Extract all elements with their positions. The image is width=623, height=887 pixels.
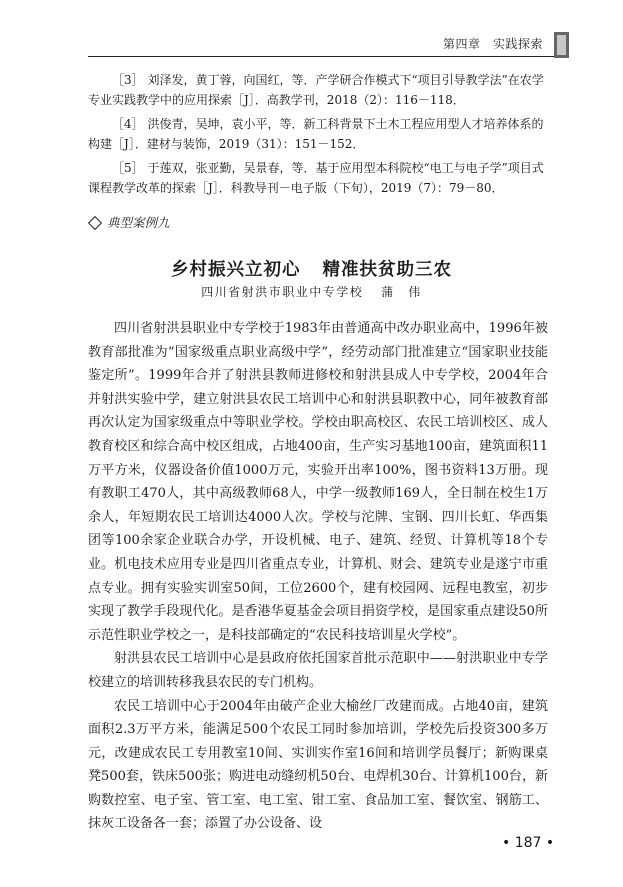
diamond-icon [88, 216, 102, 230]
article-title [0, 256, 623, 281]
reference-item-5: ［5］ 于莲双，张亚勤，吴景春，等．基于应用型本科院校“电工与电子学”项目式课程教学改革的探索［J］．科教导刊－电子版（下旬），2019（7）：79－80． [88, 161, 544, 195]
page-number: • 187 • [502, 835, 555, 851]
paragraph: 四川省射洪县职业中专学校于1983年由普通高中改办职业高中，1996年被教育部批准为“国家级重点职业高级中学”，经劳动部门批准建立“国家职业技能鉴定所”。1999年合并了射洪县教师进修校和射洪县成人中专学校，2004年合并射洪实验中学，建立射洪县农民工培训中心和射洪县职教中心，同年被教育部再次认定为国家级重点中等职业学校。学校由职高校区、农民工培训校区、成人教育校区和综合高中校区组成，占地400亩，生产实习基地100亩，建筑面积11万平方米，仪器设备价值1000万元，实验开出率100%，图书资料13万册。现有教职工470人，其中高级教师68人，中学一级教师169人，全日制在校生1万余人，年短期农民工培训达4000人次。学校与沱牌、宝钢、四川长虹、华西集团等100余家企业联合办学，开设机械、电子、建筑、经贸、计算机等18个专业。机电技术应用专业是四川省重点专业，计算机、财会、建筑专业是遂宁市重点专业。拥有实验实训室50间，工位2600个，建有校园网、远程电教室，初步实现了教学手段现代化。是香港华夏基金会项目捐资学校，是国家重点建设50所示范性职业学校之一，是科技部确定的“农民科技培训星火学校”。 [88, 321, 548, 643]
chapter-title: 第四章 实践探索 [442, 37, 543, 51]
byline [0, 283, 623, 300]
running-header [0, 32, 623, 52]
chapter-marker-icon [554, 32, 569, 58]
reference-item-4: ［4］ 洪俊青，吴坤，袁小平，等．新工科背景下土木工程应用型人才培养体系的构建［J］．建材与装饰，2019（31）：151－152． [88, 117, 544, 151]
header-rule [88, 56, 557, 57]
case-label [86, 213, 170, 231]
title-part-2: 精准扶贫助三农 [322, 260, 452, 280]
article-body [88, 317, 548, 836]
paragraph: 射洪县农民工培训中心是县政府依托国家首批示范职中——射洪职业中专学校建立的培训转移我县农民的专门机构。 [88, 651, 548, 690]
case-label-text: 典型案例九 [107, 215, 170, 230]
author-name: 蒲 伟 [381, 285, 422, 299]
paragraph: 农民工培训中心于2004年由破产企业大榆丝厂改建而成。占地40亩，建筑面积2.3万平方米，能满足500个农民工同时参加培训，学校先后投资300多万元，改建成农民工专用教室10间、实训实作室16间和培训学员餐厅；新购课桌凳500套，铁床500张；购进电动缝纫机50台、电焊机30台、计算机100台，新购数控室、电子室、管工室、电工室、钳工室、食品加工室、餐饮室、钢筋工、抹灰工设备各一套；添置了办公设备、设 [88, 698, 548, 832]
reference-item-3: ［3］ 刘泽发，黄丁蓉，向国红，等．产学研合作模式下“项目引导教学法”在农学专业实践教学中的应用探索［J］．高教学刊，2018（2）：116－118． [88, 73, 544, 107]
title-part-1: 乡村振兴立初心 [171, 260, 301, 280]
reference-list [88, 70, 548, 202]
school-name: 四川省射洪市职业中专学校 [201, 285, 364, 299]
